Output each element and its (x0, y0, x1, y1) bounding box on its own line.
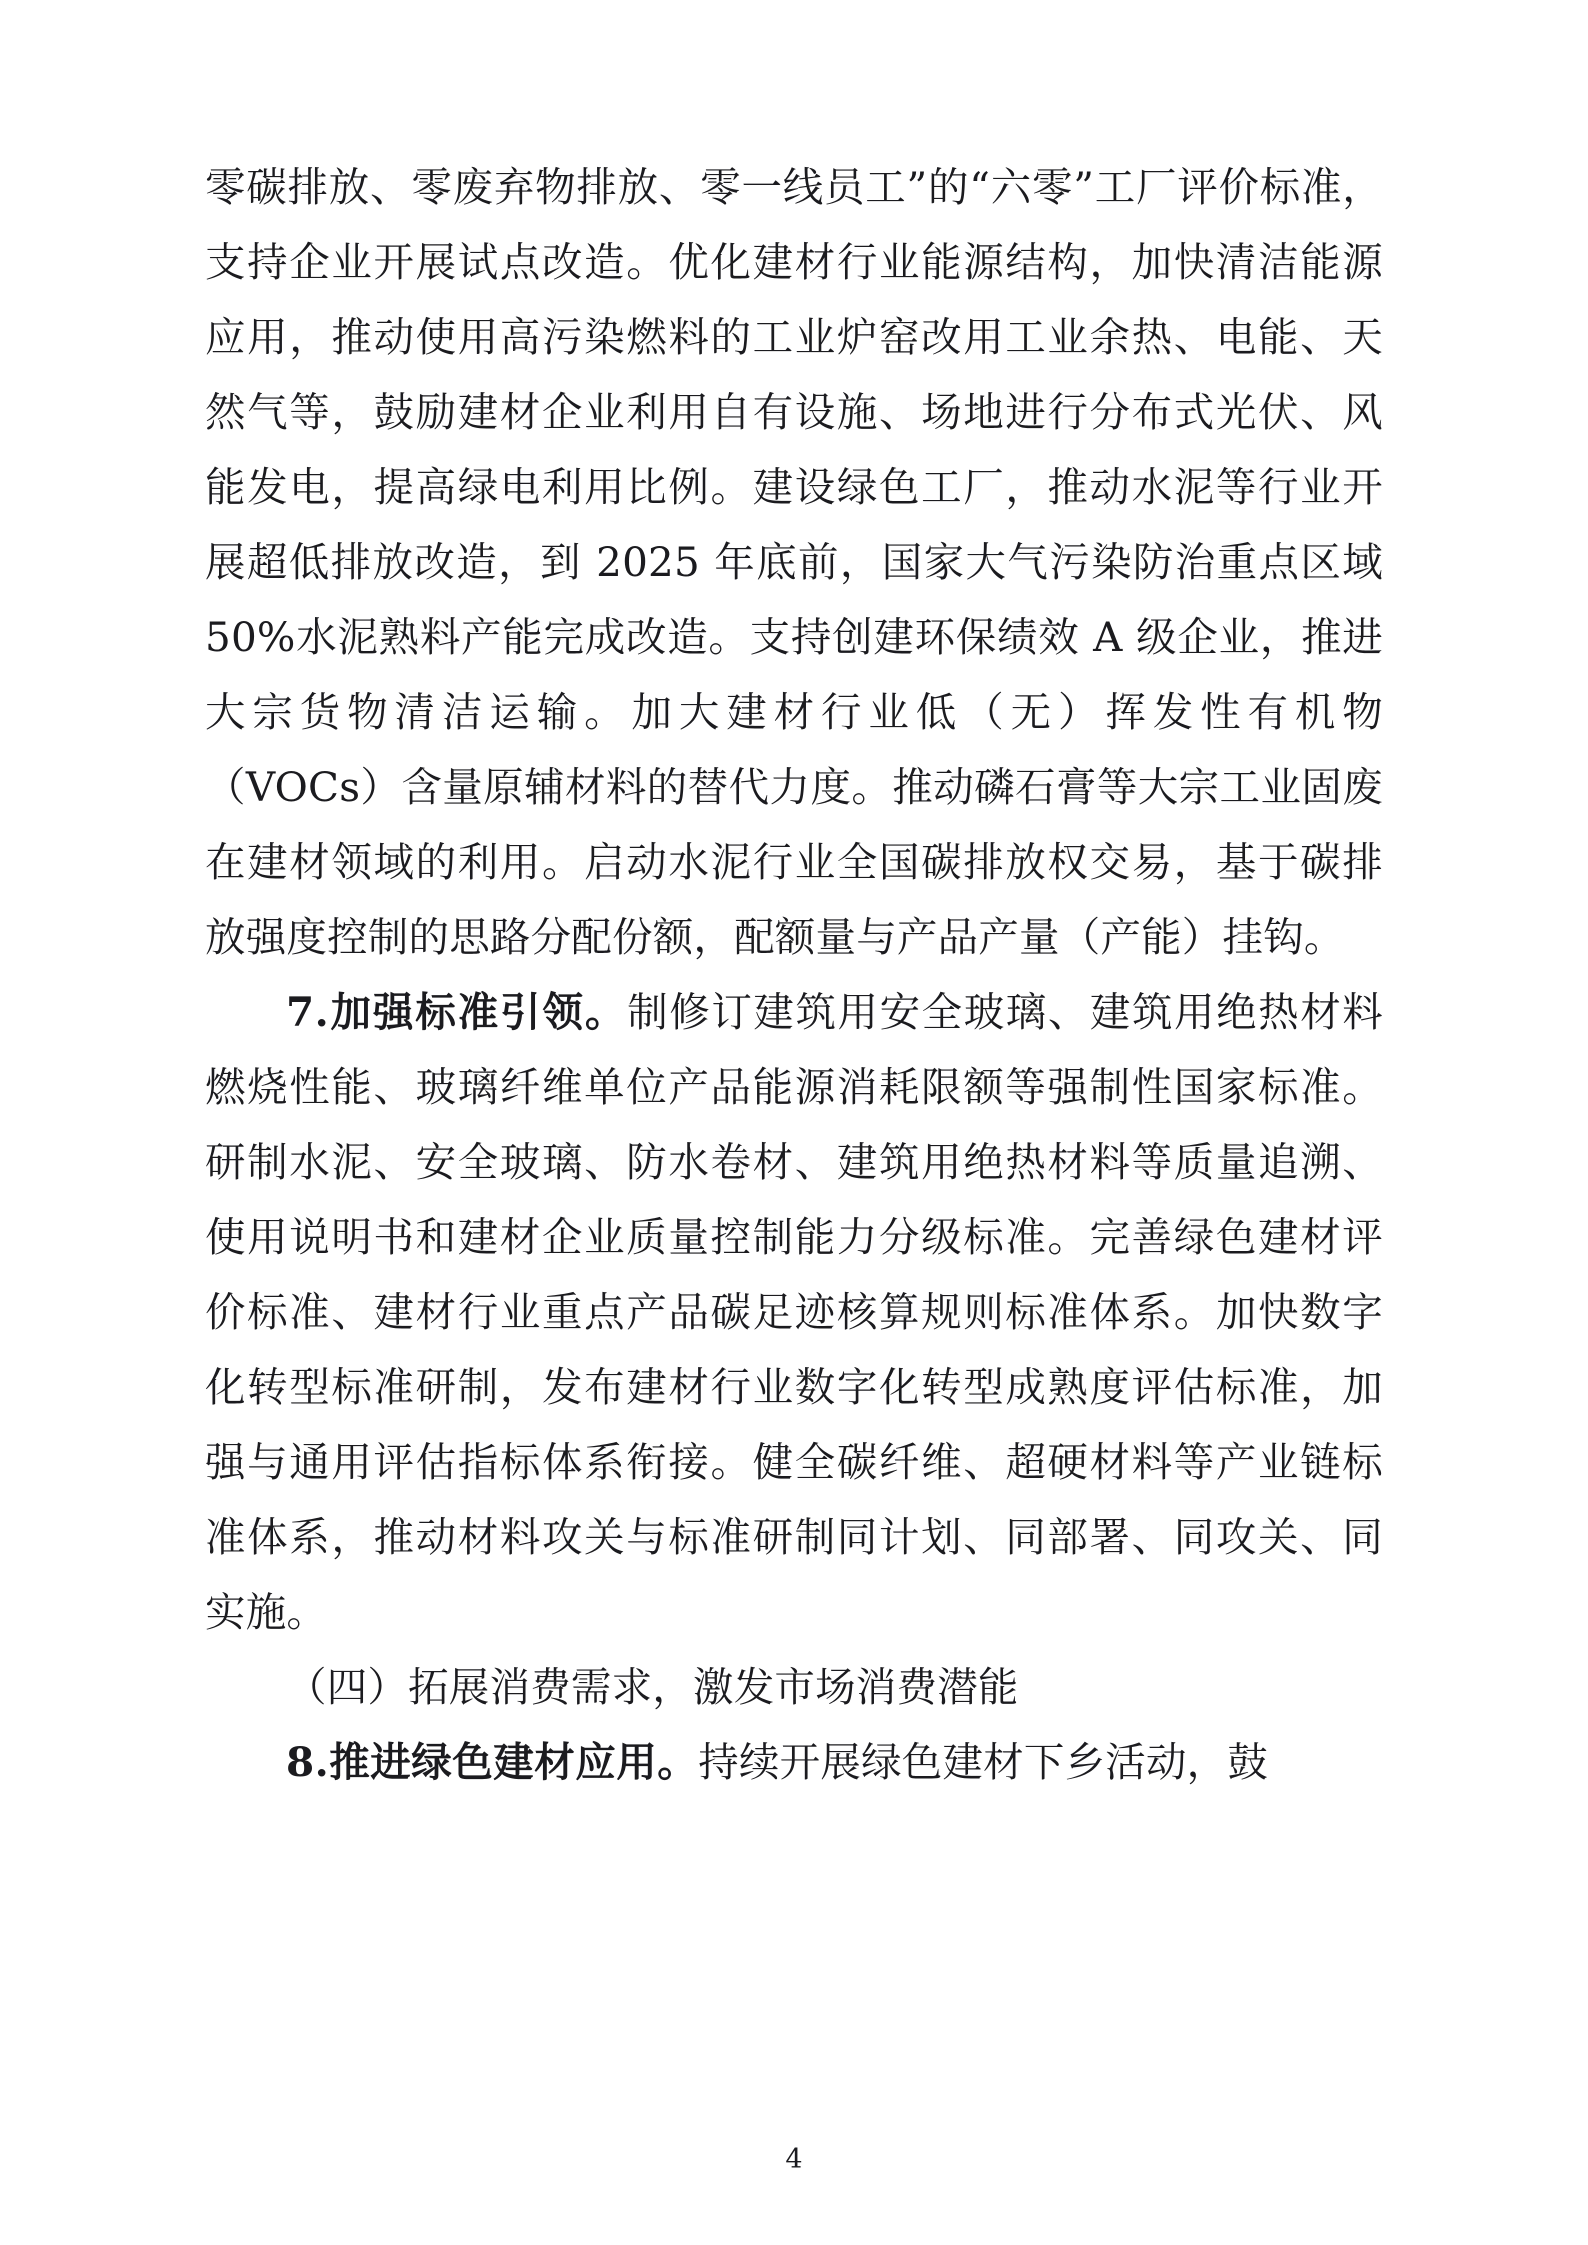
paragraph-green-factory (205, 150, 1383, 975)
paragraph-text: 持续开展绿色建材下乡活动，鼓 (698, 1738, 1269, 1786)
page-number: 4 (785, 2144, 803, 2175)
paragraph-text: 零碳排放、零废弃物排放、零一线员工”的“六零”工厂评价标准，支持企业开展试点改造。优化建材行业能源结构，加快清洁能源应用，推动使用高污染燃料的工业炉窑改用工业余热、电能、天然气等，鼓励建材企业利用自有设施、场地进行分布式光伏、风能发电，提高绿电利用比例。建设绿色工厂，推动水泥等行业开展超低排放改造，到 2025 年底前，国家大气污染防治重点区域 50%水泥熟料产能完成改造。支持创建环保绩效 A 级企业，推进大宗货物清洁运输。加大建材行业低（无）挥发性有机物（VOCs）含量原辅材料的替代力度。推动磷石膏等大宗工业固废在建材领域的利用。启动水泥行业全国碳排放权交易，基于碳排放强度控制的思路分配份额，配额量与产品产量（产能）挂钩。 (205, 163, 1383, 961)
paragraph-standards (205, 975, 1383, 1650)
paragraph-section-four-heading (205, 1650, 1383, 1725)
paragraph-lead: 7.加强标准引领。 (286, 988, 628, 1036)
paragraph-green-materials (205, 1725, 1383, 1800)
paragraph-lead: 8.推进绿色建材应用。 (286, 1738, 699, 1786)
paragraph-text: 制修订建筑用安全玻璃、建筑用绝热材料燃烧性能、玻璃纤维单位产品能源消耗限额等强制性国家标准。研制水泥、安全玻璃、防水卷材、建筑用绝热材料等质量追溯、使用说明书和建材企业质量控制能力分级标准。完善绿色建材评价标准、建材行业重点产品碳足迹核算规则标准体系。加快数字化转型标准研制，发布建材行业数字化转型成熟度评估标准，加强与通用评估指标体系衔接。健全碳纤维、超硬材料等产业链标准体系，推动材料攻关与标准研制同计划、同部署、同攻关、同实施。 (205, 988, 1383, 1636)
paragraph-text: （四）拓展消费需求，激发市场消费潜能 (286, 1663, 1019, 1711)
document-body (205, 150, 1383, 1800)
